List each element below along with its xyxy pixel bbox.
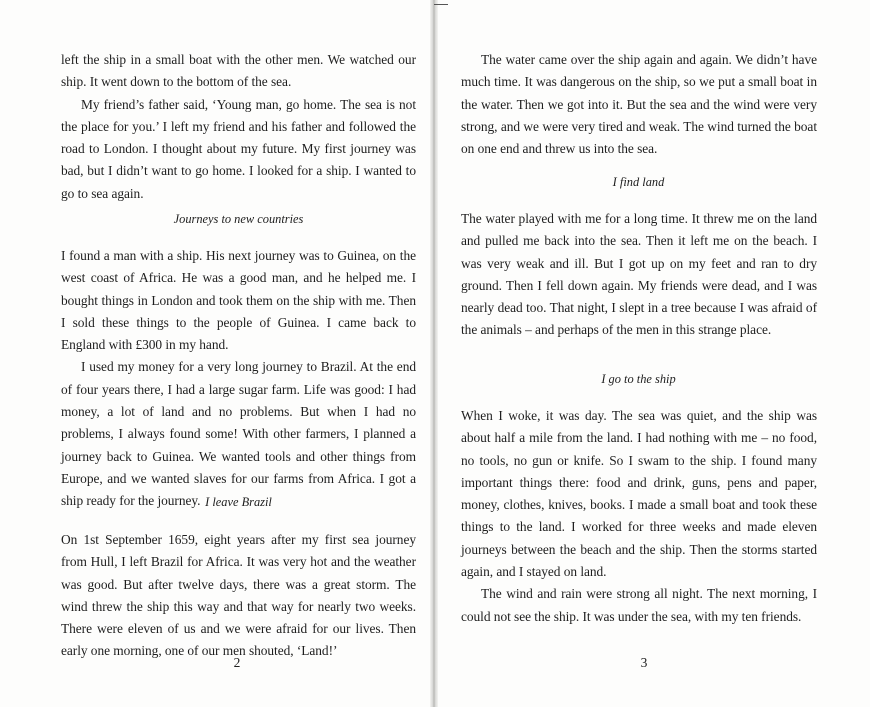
right-page: [438, 0, 870, 707]
right-heading-1: I find land: [612, 175, 665, 189]
left-paragraph-4: I used my money for a very long journey to Brazil. At the end of four years there, I had a large sugar farm. Life was good: I had money, a lot of land and no problems. But when I had no problems, I always found some! With other farmers, I planned a journey back to Guinea. We wanted tools and other things from Europe, and we wanted slaves for our farms from Africa. I got a ship ready for the journey.: [61, 359, 416, 509]
left-block-3: [61, 529, 416, 663]
left-page: [0, 0, 432, 707]
left-paragraph-3: I found a man with a ship. His next journey was to Guinea, on the west coast of Africa. He was a good man, and he helped me. I bought things in London and took them on the ship with me. Then I sold these things to the people of Guinea. I came back to England with £300 in my hand.: [61, 248, 416, 353]
right-heading-2: I go to the ship: [601, 372, 676, 386]
left-block-1: [61, 49, 416, 205]
left-page-number: 2: [233, 655, 241, 670]
right-block-1: [461, 49, 817, 160]
left-heading-1: Journeys to new countries: [173, 212, 304, 226]
left-paragraph-2: My friend’s father said, ‘Young man, go home. The sea is not the place for you.’ I left my friend and his father and followed the road to London. I thought about my future. My first journey was bad, but I didn’t want to go home. I looked for a ship. I wanted to go to sea again.: [61, 96, 416, 201]
right-paragraph-4: The wind and rain were strong all night. The next morning, I could not see the ship. It was under the sea, with my ten friends.: [461, 586, 817, 624]
right-page-number: 3: [640, 655, 648, 670]
right-block-3: [461, 405, 817, 628]
left-block-2: [61, 245, 416, 513]
right-paragraph-2: The water played with me for a long time. It threw me on the land and pulled me back into the sea. Then it left me on the beach. I was very weak and ill. But I got up on my feet and ran to dry ground. Then I fell down again. My friends were dead, and I was nearly dead too. That night, I slept in a tree because I was afraid of the animals – and perhaps of the men in this strange place.: [461, 211, 817, 338]
right-paragraph-3: When I woke, it was day. The sea was quiet, and the ship was about half a mile from the land. I had nothing with me – no food, no tools, no gun or knife. So I swam to the ship. I found many important things there: food and drink, guns, pens and paper, money, clothes, knives, books. I made a small boat and took these things to the land. I worked for three weeks and made eleven journeys between the beach and the ship. Then the storms started again, and I stayed on land.: [461, 408, 817, 580]
left-heading-2: I leave Brazil: [205, 495, 272, 509]
right-block-2: [461, 208, 817, 342]
right-paragraph-1: The water came over the ship again and again. We didn’t have much time. It was dangerous on the ship, so we put a small boat in the water. Then we got into it. But the sea and the wind were very strong, and we were very tired and weak. The wind turned the boat on one end and threw us into the sea.: [461, 52, 817, 157]
left-paragraph-5: On 1st September 1659, eight years after my first sea journey from Hull, I left Brazil for Africa. It was very hot and the weather was good. But after twelve days, there was a great storm. The wind threw the ship this way and that way for nearly two weeks. There were eleven of us and we were afraid for our lives. Then early one morning, one of our men shouted, ‘Land!’: [61, 532, 416, 659]
left-paragraph-1: left the ship in a small boat with the other men. We watched our ship. It went down to the bottom of the sea.: [61, 52, 416, 90]
